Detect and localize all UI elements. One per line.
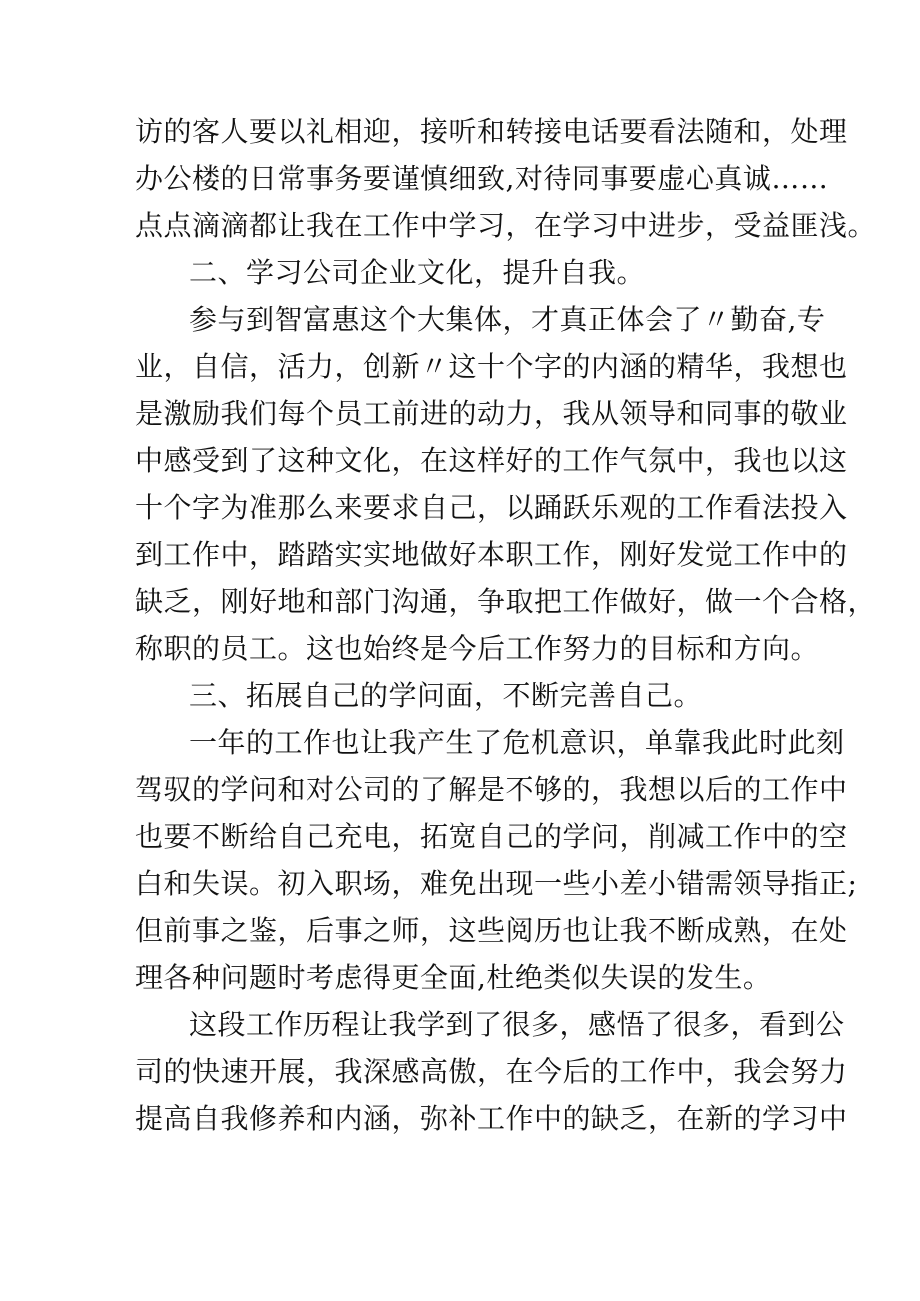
text-line: 一年的工作也让我产生了危机意识，单靠我此时此刻 [189, 726, 845, 759]
text-line: 点点滴滴都让我在工作中学习，在学习中进步，受益匪浅。 [135, 209, 877, 242]
text-line: 办公楼的日常事务要谨慎细致,对待同事要虚心真诚…… [135, 162, 829, 195]
text-line: 但前事之鉴，后事之师，这些阅历也让我不断成熟，在处 [135, 914, 848, 947]
text-line: 驾驭的学问和对公司的了解是不够的，我想以后的工作中 [135, 773, 848, 806]
text-line: 提高自我修养和内涵，弥补工作中的缺乏，在新的学习中 [135, 1102, 848, 1135]
text-line: 是激励我们每个员工前进的动力，我从领导和同事的敬业 [135, 397, 848, 430]
text-line: 参与到智富惠这个大集体，才真正体会了〃勤奋,专 [189, 303, 826, 336]
section-heading: 三、拓展自己的学问面，不断完善自己。 [189, 679, 703, 712]
text-line: 白和失误。初入职场，难免出现一些小差小错需领导指正; [135, 867, 858, 900]
section-heading: 二、学习公司企业文化，提升自我。 [189, 256, 646, 289]
text-line: 业，自信，活力，创新〃这十个字的内涵的精华，我想也 [135, 350, 848, 383]
text-line: 称职的员工。这也始终是今后工作努力的目标和方向。 [135, 632, 820, 665]
text-line: 这段工作历程让我学到了很多，感悟了很多，看到公 [189, 1008, 845, 1041]
text-line: 中感受到了这种文化，在这样好的工作气氛中，我也以这 [135, 444, 848, 477]
text-line: 到工作中，踏踏实实地做好本职工作，刚好发觉工作中的 [135, 538, 848, 571]
text-line: 缺乏，刚好地和部门沟通，争取把工作做好，做一个合格， [135, 585, 877, 618]
text-line: 十个字为准那么来要求自己，以踊跃乐观的工作看法投入 [135, 491, 848, 524]
text-line: 理各种问题时考虑得更全面,杜绝类似失误的发生。 [135, 961, 772, 994]
text-line: 司的快速开展，我深感高傲，在今后的工作中，我会努力 [135, 1055, 848, 1088]
text-line: 也要不断给自己充电，拓宽自己的学问，削减工作中的空 [135, 820, 848, 853]
text-line: 访的客人要以礼相迎，接听和转接电话要看法随和，处理 [135, 115, 848, 148]
